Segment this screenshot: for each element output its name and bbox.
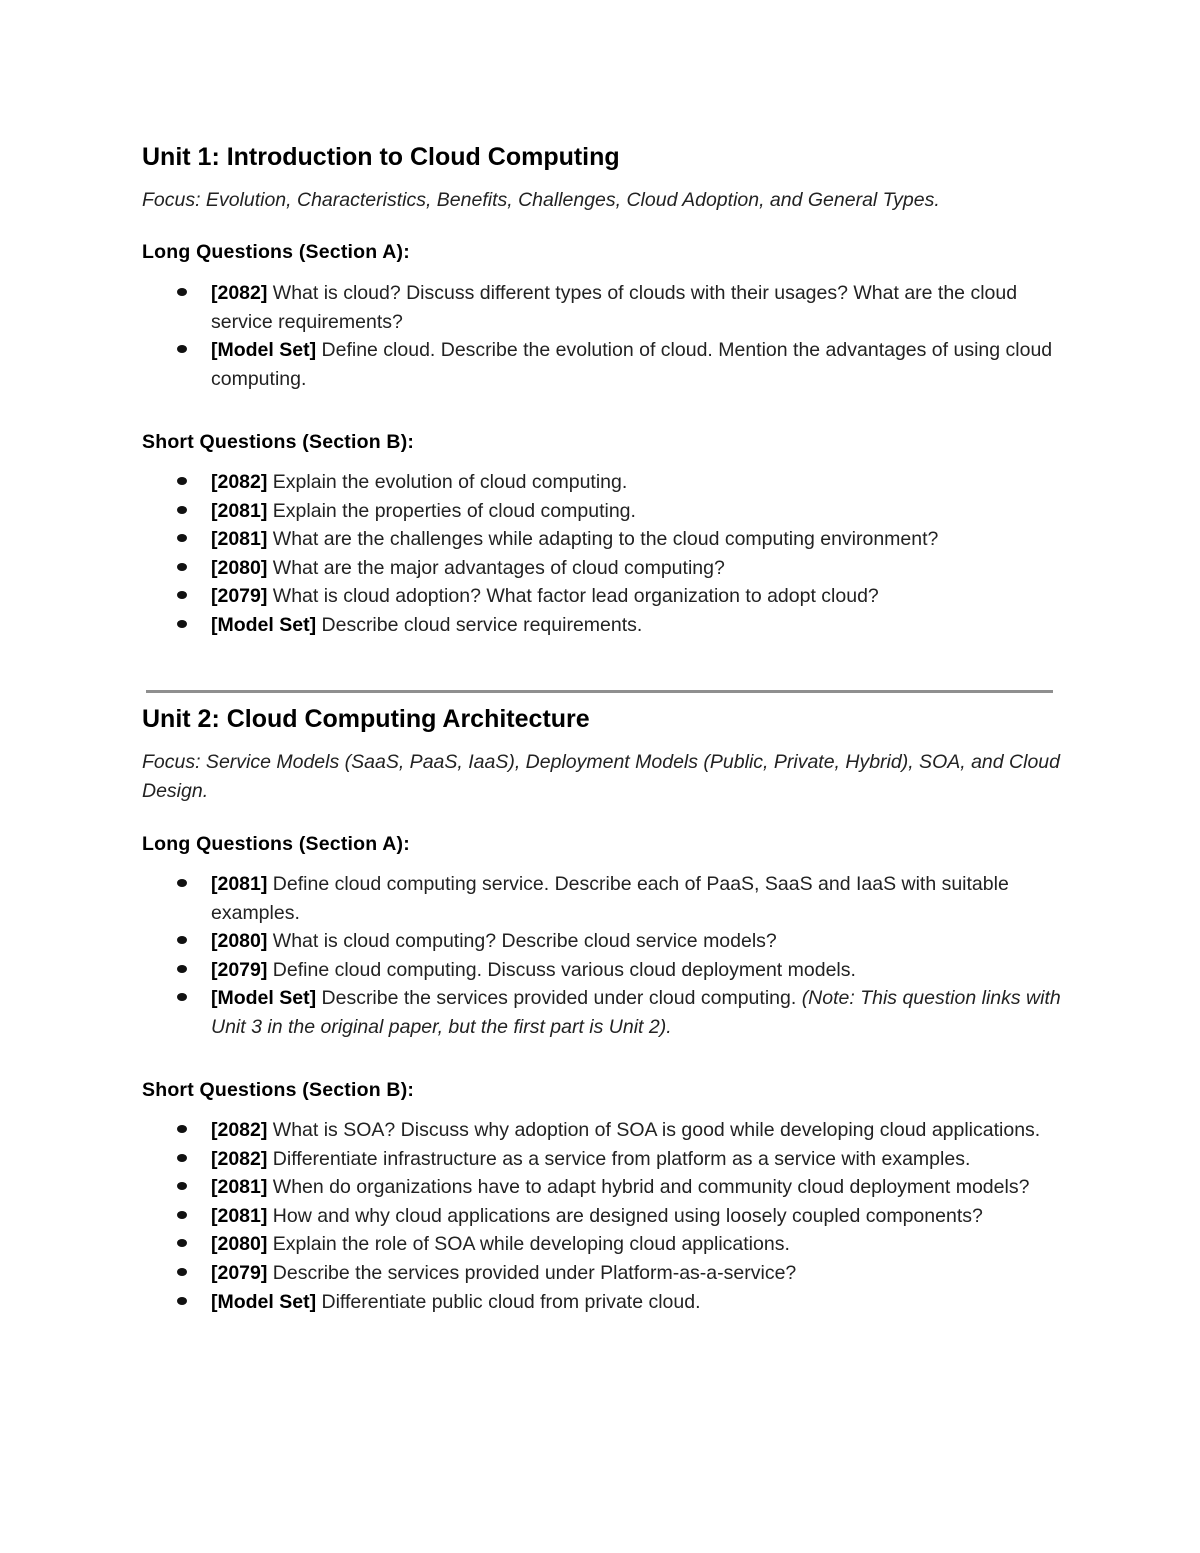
question-item (211, 1259, 1081, 1288)
question-year-tag: [Model Set] (211, 987, 317, 1010)
question-text: Define cloud computing. Discuss various cloud deployment models. (267, 958, 856, 981)
question-item (211, 1202, 1081, 1231)
bullet-icon (177, 1154, 187, 1162)
bullet-icon (177, 591, 187, 599)
question-item (211, 468, 1081, 497)
question-year-tag: [2081] (211, 1204, 268, 1227)
question-item (211, 1116, 1081, 1145)
question-year-tag: [Model Set] (211, 613, 317, 636)
question-text: Explain the properties of cloud computing. (267, 499, 636, 522)
unit-2-title: Unit 2: Cloud Computing Architecture (142, 705, 590, 733)
question-text: What are the challenges while adapting to the cloud computing environment? (267, 528, 939, 551)
question-year-tag: [2079] (211, 958, 268, 981)
question-year-tag: [2082] (211, 471, 268, 493)
question-text: What is cloud? Discuss different types of clouds with their usages? What are the cloud service requirements? (211, 282, 1018, 333)
question-text: Define cloud. Describe the evolution of cloud. Mention the advantages of using cloud computing. (211, 339, 1053, 390)
question-year-tag: [2081] (211, 528, 268, 551)
question-text: Explain the role of SOA while developing cloud applications. (267, 1233, 790, 1256)
bullet-icon (177, 1182, 187, 1190)
unit-1-short-heading: Short Questions (Section B): (142, 431, 415, 453)
question-item (211, 870, 1081, 927)
question-year-tag: [2081] (211, 873, 268, 895)
question-text: Explain the evolution of cloud computing. (267, 471, 628, 493)
question-text: What is SOA? Discuss why adoption of SOA is good while developing cloud applications. (267, 1119, 1041, 1141)
question-year-tag: [2082] (211, 1147, 268, 1170)
bullet-icon (177, 345, 187, 353)
question-item (211, 525, 1081, 554)
question-text: How and why cloud applications are designed using loosely coupled components? (267, 1204, 983, 1227)
question-year-tag: [2082] (211, 1119, 268, 1141)
bullet-icon (177, 879, 187, 887)
bullet-icon (177, 936, 187, 944)
unit-1-short-questions (211, 468, 1081, 640)
unit-1-title: Unit 1: Introduction to Cloud Computing (142, 143, 620, 171)
bullet-icon (177, 563, 187, 571)
unit-2-long-heading: Long Questions (Section A): (142, 833, 410, 855)
unit-1-long-questions (211, 279, 1081, 393)
bullet-icon (177, 534, 187, 542)
question-text: Describe the services provided under cloud computing. (316, 987, 802, 1010)
section-divider (146, 690, 1053, 693)
question-text: Define cloud computing service. Describe each of PaaS, SaaS and IaaS with suitable examples. (211, 873, 1009, 924)
question-year-tag: [2081] (211, 499, 268, 522)
unit-2-short-questions (211, 1116, 1081, 1316)
bullet-icon (177, 993, 187, 1001)
question-year-tag: [2079] (211, 585, 268, 608)
question-year-tag: [2079] (211, 1261, 268, 1284)
question-year-tag: [2080] (211, 556, 268, 579)
question-text: What are the major advantages of cloud computing? (267, 556, 725, 579)
bullet-icon (177, 1211, 187, 1219)
unit-2-long-questions (211, 870, 1081, 1042)
question-item (211, 984, 1081, 1041)
question-year-tag: [Model Set] (211, 339, 317, 362)
question-item (211, 1288, 1081, 1317)
bullet-icon (177, 1125, 187, 1133)
question-item (211, 927, 1081, 956)
question-note: (Note: This question links with Unit 3 in the original paper, but the first part is Unit 2). (211, 987, 1061, 1038)
bullet-icon (177, 620, 187, 628)
question-text: Differentiate public cloud from private cloud. (316, 1290, 701, 1313)
bullet-icon (177, 1239, 187, 1247)
question-item (211, 611, 1081, 640)
bullet-icon (177, 477, 187, 485)
bullet-icon (177, 1297, 187, 1305)
question-item (211, 956, 1081, 985)
bullet-icon (177, 1268, 187, 1276)
bullet-icon (177, 288, 187, 296)
question-year-tag: [2082] (211, 282, 268, 304)
question-text: Differentiate infrastructure as a service from platform as a service with examples. (267, 1147, 971, 1170)
question-item (211, 554, 1081, 583)
unit-1-focus: Focus: Evolution, Characteristics, Benefits, Challenges, Cloud Adoption, and General Types. (142, 189, 940, 211)
question-year-tag: [2080] (211, 930, 268, 953)
bullet-icon (177, 965, 187, 973)
question-text: What is cloud computing? Describe cloud service models? (267, 930, 777, 953)
question-text: What is cloud adoption? What factor lead organization to adopt cloud? (267, 585, 879, 608)
question-item (211, 336, 1081, 393)
bullet-icon (177, 506, 187, 514)
question-year-tag: [Model Set] (211, 1290, 317, 1313)
question-item (211, 582, 1081, 611)
question-text: Describe cloud service requirements. (316, 613, 643, 636)
question-year-tag: [2080] (211, 1233, 268, 1256)
question-text: When do organizations have to adapt hybrid and community cloud deployment models? (267, 1176, 1030, 1199)
question-item (211, 279, 1081, 336)
question-year-tag: [2081] (211, 1176, 268, 1199)
question-item (211, 1173, 1081, 1202)
unit-2-short-heading: Short Questions (Section B): (142, 1079, 415, 1101)
question-item (211, 1145, 1081, 1174)
question-item (211, 1230, 1081, 1259)
question-item (211, 497, 1081, 526)
unit-2-focus: Focus: Service Models (SaaS, PaaS, IaaS), Deployment Models (Public, Private, Hybrid), SOA, and Cloud Design. (142, 751, 1060, 802)
question-text: Describe the services provided under Platform-as-a-service? (267, 1261, 797, 1284)
unit-1-long-heading: Long Questions (Section A): (142, 241, 410, 263)
